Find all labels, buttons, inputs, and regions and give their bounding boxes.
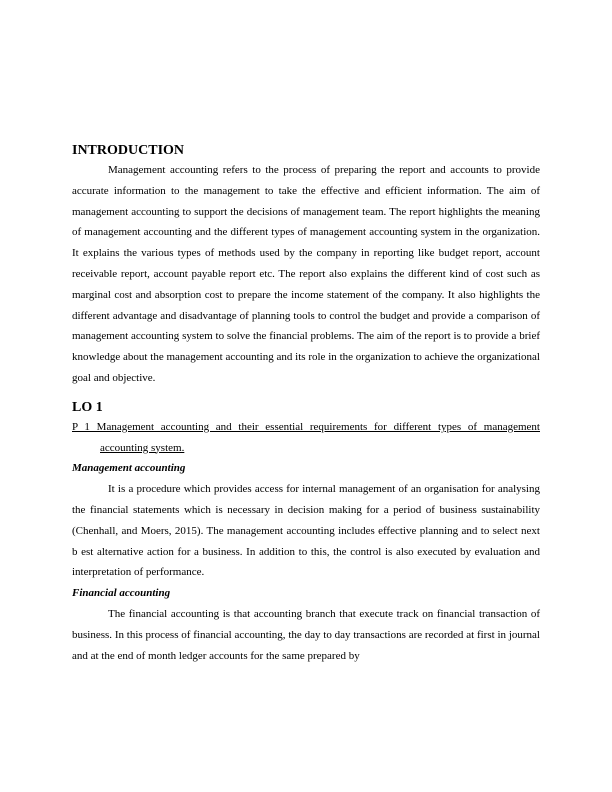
management-accounting-heading: Management accounting bbox=[72, 462, 186, 475]
introduction-paragraph: Management accounting refers to the process of preparing the report and accounts to provide accurate information to the management to take the effective and efficient information. The aim of management accounting to support the decisions of management team. The report highlights the meaning of management accounting and the different types of management accounting system in the organization. It explains the various types of methods used by the company in reporting like budget report, account receivable report, account payable report etc. The report also explains the different kind of cost such as marginal cost and absorption cost to prepare the income statement of the company. It also highlights the different advantage and disadvantage of planning tools to control the budget and provide a comparison of management accounting system to solve the financial problems. The aim of the report is to provide a brief knowledge about the management accounting and its role in the organization to achieve the organizational goal and objective. bbox=[72, 164, 540, 384]
management-accounting-paragraph: It is a procedure which provides access for internal management of an organisation for analysing the financial statements which is necessary in decision making for a period of business sustainability (Chenhall, and Moers, 2015). The management accounting includes effective planning and to select next b est alternative action for a business. In addition to this, the control is also executed by evaluation and interpretation of performance. bbox=[72, 483, 540, 579]
introduction-heading: INTRODUCTION bbox=[72, 143, 185, 158]
lo1-heading: LO 1 bbox=[72, 399, 103, 415]
page-content bbox=[72, 142, 540, 666]
financial-accounting-heading: Financial accounting bbox=[72, 587, 171, 600]
financial-accounting-paragraph: The financial accounting is that accounting branch that execute track on financial transaction of business. In this process of financial accounting, the day to day transactions are recorded at first in journal and at the end of month ledger accounts for the same prepared by bbox=[72, 607, 540, 662]
p1-subtitle: P 1 Management accounting and their essential requirements for different types of management accounting system. bbox=[72, 420, 540, 454]
